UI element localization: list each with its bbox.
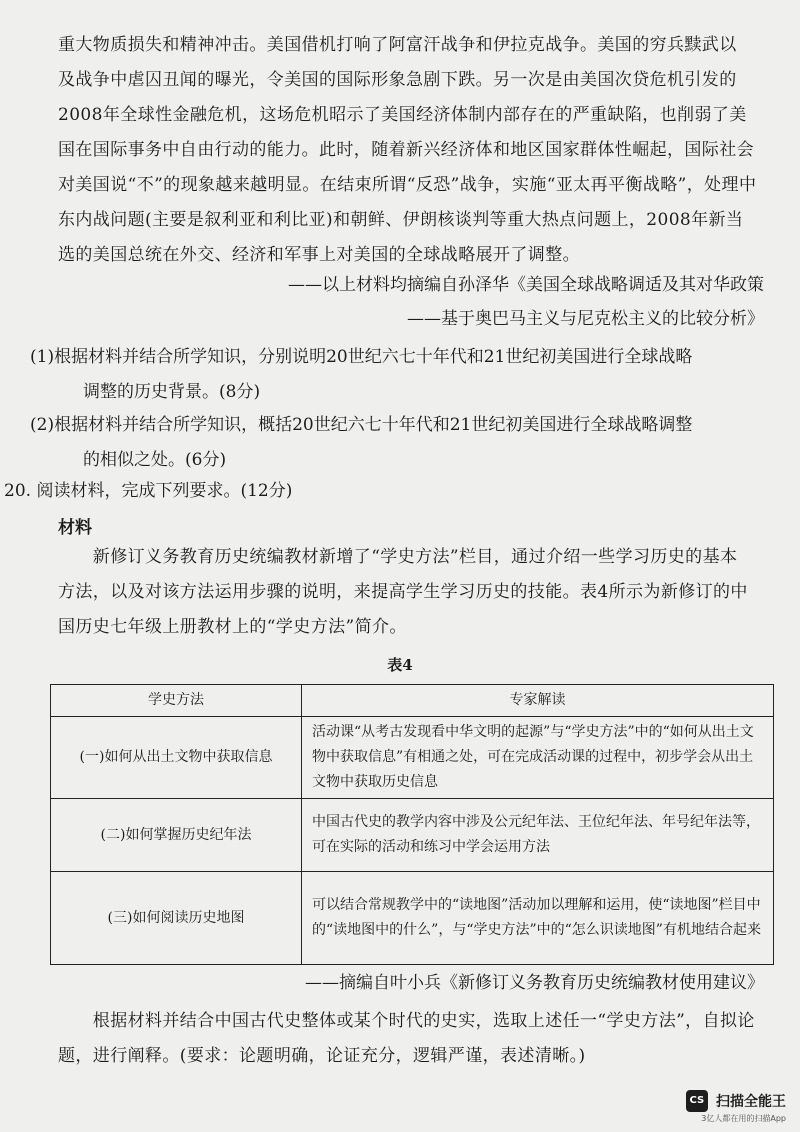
question-19-1 [30, 340, 768, 410]
paragraph-line: 国历史七年级上册教材上的“学史方法”简介。 [58, 617, 407, 637]
study-methods-table [50, 684, 774, 965]
paragraph-line: 东内战问题(主要是叙利亚和利比亚)和朝鲜、伊朗核谈判等重大热点问题上，2008年新当 [58, 210, 744, 230]
interpretation-cell: 活动课“从考古发现看中华文明的起源”与“学史方法”中的“如何从出土文物中获取信息”有相通之处，可在完成活动课的过程中，初步学会从出土文物中获取历史信息 [302, 717, 774, 799]
question-20-task [58, 1004, 768, 1074]
method-cell: (三)如何阅读历史地图 [51, 872, 302, 965]
table-header-interpretation: 专家解读 [302, 685, 774, 717]
material-paragraph [58, 28, 768, 273]
table-row [51, 872, 774, 965]
question-text: 调整的历史背景。(8分) [83, 382, 261, 402]
source-citation-line-1: ——以上材料均摘编自孙泽华《美国全球战略调适及其对华政策 [288, 275, 764, 295]
watermark-tagline: 3亿人都在用的扫描App [701, 1114, 786, 1123]
paragraph-line: 题，进行阐释。(要求：论题明确，论证充分，逻辑严谨，表述清晰。) [58, 1046, 586, 1066]
interpretation-cell: 可以结合常规教学中的“读地图”活动加以理解和运用，使“读地图”栏目中的“读地图中的什么”，与“学史方法”中的“怎么识读地图”有机地结合起来 [302, 872, 774, 965]
question-text: (1)根据材料并结合所学知识，分别说明20世纪六七十年代和21世纪初美国进行全球战略 [30, 347, 693, 367]
scanner-watermark [686, 1090, 786, 1124]
table-header-row [51, 685, 774, 717]
paragraph-line: 重大物质损失和精神冲击。美国借机打响了阿富汗战争和伊拉克战争。美国的穷兵黩武以 [58, 35, 737, 55]
paragraph-line: 对美国说“不”的现象越来越明显。在结束所谓“反恐”战争，实施“亚太再平衡战略”，处理中 [58, 175, 757, 195]
paragraph-line: 新修订义务教育历史统编教材新增了“学史方法”栏目，通过介绍一些学习历史的基本 [58, 547, 738, 567]
paragraph-line: 及战争中虐囚丑闻的曝光，令美国的国际形象急剧下跌。另一次是由美国次贷危机引发的 [58, 70, 737, 90]
paragraph-line: 根据材料并结合中国古代史整体或某个时代的史实，选取上述任一“学史方法”，自拟论 [58, 1011, 755, 1031]
paragraph-line: 国在国际事务中自由行动的能力。此时，随着新兴经济体和地区国家群体性崛起，国际社会 [58, 140, 754, 160]
table-row [51, 717, 774, 799]
question-20-heading: 20. 阅读材料，完成下列要求。(12分) [4, 481, 293, 501]
interpretation-cell: 中国古代史的教学内容中涉及公元纪年法、王位纪年法、年号纪年法等，可在实际的活动和练习中学会运用方法 [302, 799, 774, 872]
table-row [51, 799, 774, 872]
question-text: (2)根据材料并结合所学知识，概括20世纪六七十年代和21世纪初美国进行全球战略调整 [30, 415, 693, 435]
table-caption: 表4 [387, 656, 413, 674]
material-label: 材料 [58, 518, 92, 538]
question-19-2 [30, 408, 768, 478]
paragraph-line: 方法，以及对该方法运用步骤的说明，来提高学生学习历史的技能。表4所示为新修订的中 [58, 582, 748, 602]
table-source-citation: ——摘编自叶小兵《新修订义务教育历史统编教材使用建议》 [305, 973, 764, 993]
method-cell: (二)如何掌握历史纪年法 [51, 799, 302, 872]
watermark-brand: 扫描全能王 [716, 1094, 786, 1110]
source-citation-line-2: ——基于奥巴马主义与尼克松主义的比较分析》 [407, 309, 764, 329]
question-20-intro [58, 540, 768, 645]
paragraph-line: 选的美国总统在外交、经济和军事上对美国的全球战略展开了调整。 [58, 245, 580, 265]
method-cell: (一)如何从出土文物中获取信息 [51, 717, 302, 799]
question-text: 的相似之处。(6分) [83, 450, 227, 470]
table-header-method: 学史方法 [51, 685, 302, 717]
paragraph-line: 2008年全球性金融危机，这场危机昭示了美国经济体制内部存在的严重缺陷，也削弱了美 [58, 105, 747, 125]
camscanner-logo: CS [686, 1090, 708, 1112]
